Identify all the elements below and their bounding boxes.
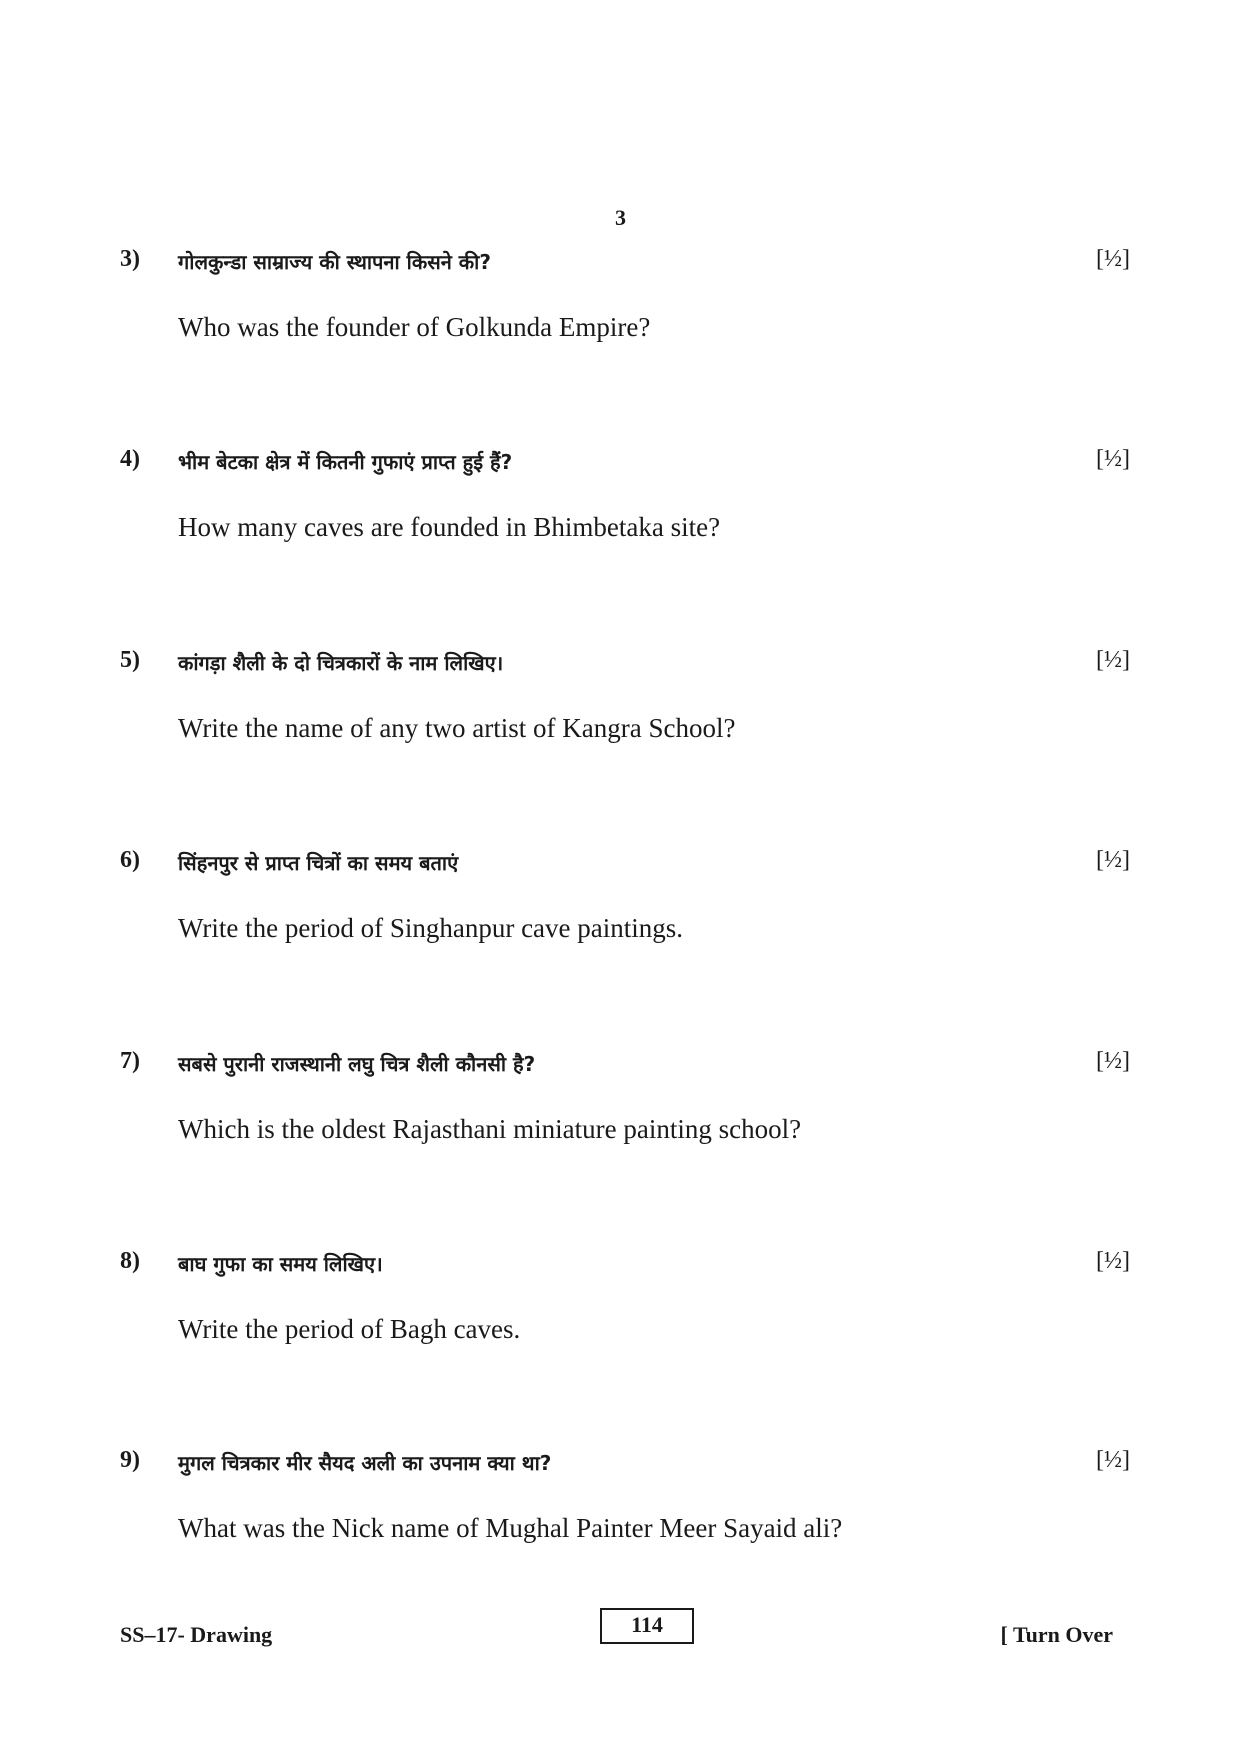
question-hindi: गोलकुन्डा साम्राज्य की स्थापना किसने की?: [178, 250, 491, 274]
question-marks: [½]: [1096, 446, 1130, 472]
question-number: 8): [120, 1248, 140, 1274]
question-marks: [½]: [1096, 1048, 1130, 1074]
question-marks: [½]: [1096, 246, 1130, 272]
question-marks: [½]: [1096, 1248, 1130, 1274]
question-hindi: बाघ गुफा का समय लिखिए।: [178, 1252, 383, 1276]
question-english: Write the period of Singhanpur cave paintings.: [178, 913, 684, 943]
question-english: Write the name of any two artist of Kangra School?: [178, 713, 736, 743]
question-number: 4): [120, 446, 140, 472]
question-english: Who was the founder of Golkunda Empire?: [178, 312, 651, 342]
question-hindi: मुगल चित्रकार मीर सैयद अली का उपनाम क्या था?: [178, 1451, 552, 1475]
question-number: 3): [120, 246, 140, 272]
question-english: How many caves are founded in Bhimbetaka site?: [178, 512, 721, 542]
question-hindi: भीम बेटका क्षेत्र में कितनी गुफाएं प्राप्त हुई हैं?: [178, 450, 513, 474]
question-hindi: सबसे पुरानी राजस्थानी लघु चित्र शैली कौनसी है?: [178, 1052, 536, 1076]
page-number: 3: [615, 205, 626, 230]
question-hindi: सिंहनपुर से प्राप्त चित्रों का समय बताएं: [178, 851, 459, 875]
question-number: 9): [120, 1447, 140, 1473]
question-number: 6): [120, 847, 140, 873]
question-marks: [½]: [1096, 1447, 1130, 1473]
sheet-number-box: 114: [600, 1608, 694, 1644]
paper-code: SS–17- Drawing: [120, 1622, 273, 1647]
turn-over-label: [ Turn Over: [1000, 1622, 1113, 1647]
question-english: What was the Nick name of Mughal Painter Meer Sayaid ali?: [178, 1513, 843, 1543]
question-hindi: कांगड़ा शैली के दो चित्रकारों के नाम लिखिए।: [178, 651, 504, 675]
question-number: 5): [120, 647, 140, 673]
question-marks: [½]: [1096, 647, 1130, 673]
question-english: Which is the oldest Rajasthani miniature painting school?: [178, 1114, 802, 1144]
question-marks: [½]: [1096, 847, 1130, 873]
question-number: 7): [120, 1048, 140, 1074]
question-english: Write the period of Bagh caves.: [178, 1314, 521, 1344]
